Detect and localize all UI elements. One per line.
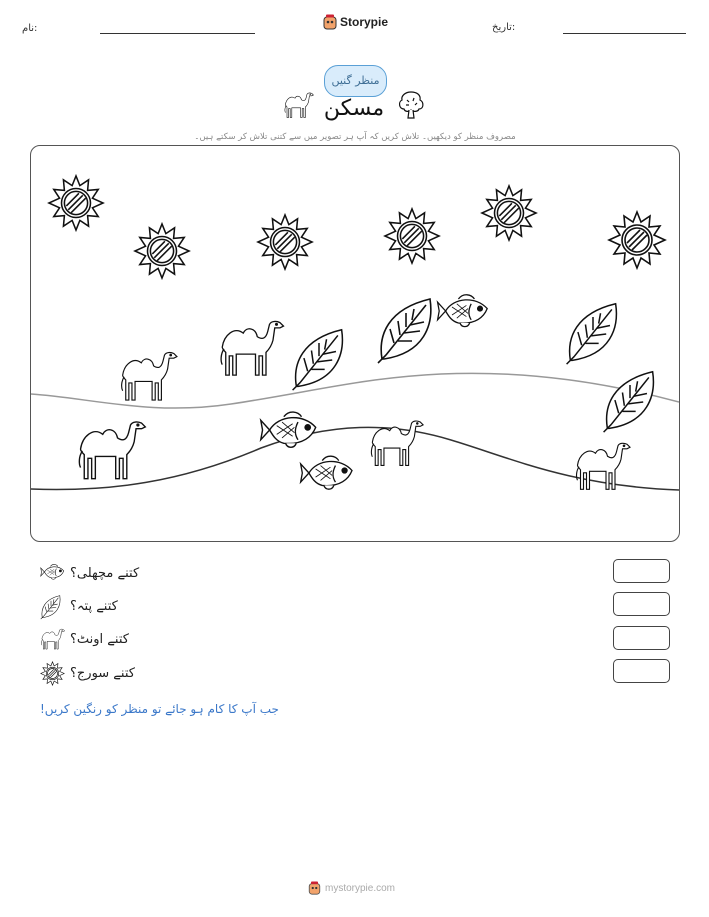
name-label: نام: <box>22 23 38 34</box>
title-camel-icon <box>283 90 315 120</box>
title-tree-icon <box>397 90 425 120</box>
fish-icon <box>438 295 488 327</box>
answer-box-camel[interactable] <box>613 626 670 650</box>
answer-box-sun[interactable] <box>613 659 670 683</box>
question-leaf: کتنے پتہ؟ <box>70 599 118 614</box>
camel-icon <box>79 422 145 479</box>
camel-icon <box>221 321 283 375</box>
brand-logo <box>323 14 388 30</box>
fish-icon <box>301 456 352 489</box>
scene-panel <box>30 145 680 542</box>
question-leaf-icon <box>40 594 62 620</box>
date-line[interactable] <box>563 33 686 34</box>
leaf-icon <box>604 372 654 432</box>
category-pill: منظر گنیں <box>324 65 387 97</box>
leaf-icon <box>567 304 617 364</box>
page-title: مسکن <box>323 96 385 121</box>
leaf-icon <box>293 330 343 390</box>
sun-icon <box>385 209 439 263</box>
brand-name: Storypie <box>340 15 389 29</box>
sun-icon <box>258 215 312 269</box>
sun-icon <box>49 176 103 230</box>
sun-icon <box>609 212 665 268</box>
question-fish: کتنے مچھلی؟ <box>70 566 140 581</box>
instructions: مصروف منظر کو دیکھیں۔ تلاش کریں کہ آپ ہر تصویر میں سے کتنی تلاش کر سکتے ہیں۔ <box>194 132 516 142</box>
answer-box-fish[interactable] <box>613 559 670 583</box>
fish-icon <box>261 412 316 447</box>
storypie-footer-logo-icon <box>308 881 321 895</box>
question-sun-icon <box>40 661 65 686</box>
sun-icon <box>135 224 189 278</box>
footer-site-link[interactable]: mystorypie.com <box>325 882 396 894</box>
question-fish-icon <box>40 563 66 581</box>
sun-icon <box>482 186 536 240</box>
footer <box>308 881 395 895</box>
storypie-logo-icon <box>323 14 337 30</box>
leaf-icon <box>378 299 431 363</box>
question-camel-icon <box>40 627 66 651</box>
question-camel: کتنے اونٹ؟ <box>70 632 129 647</box>
question-sun: کتنے سورج؟ <box>70 666 135 681</box>
answer-box-leaf[interactable] <box>613 592 670 616</box>
date-label: تاریخ: <box>492 22 516 33</box>
camel-icon <box>122 353 177 401</box>
name-line[interactable] <box>100 33 255 34</box>
color-instruction: جب آپ کا کام ہو جائے تو منظر کو رنگین کریں! <box>40 702 279 716</box>
